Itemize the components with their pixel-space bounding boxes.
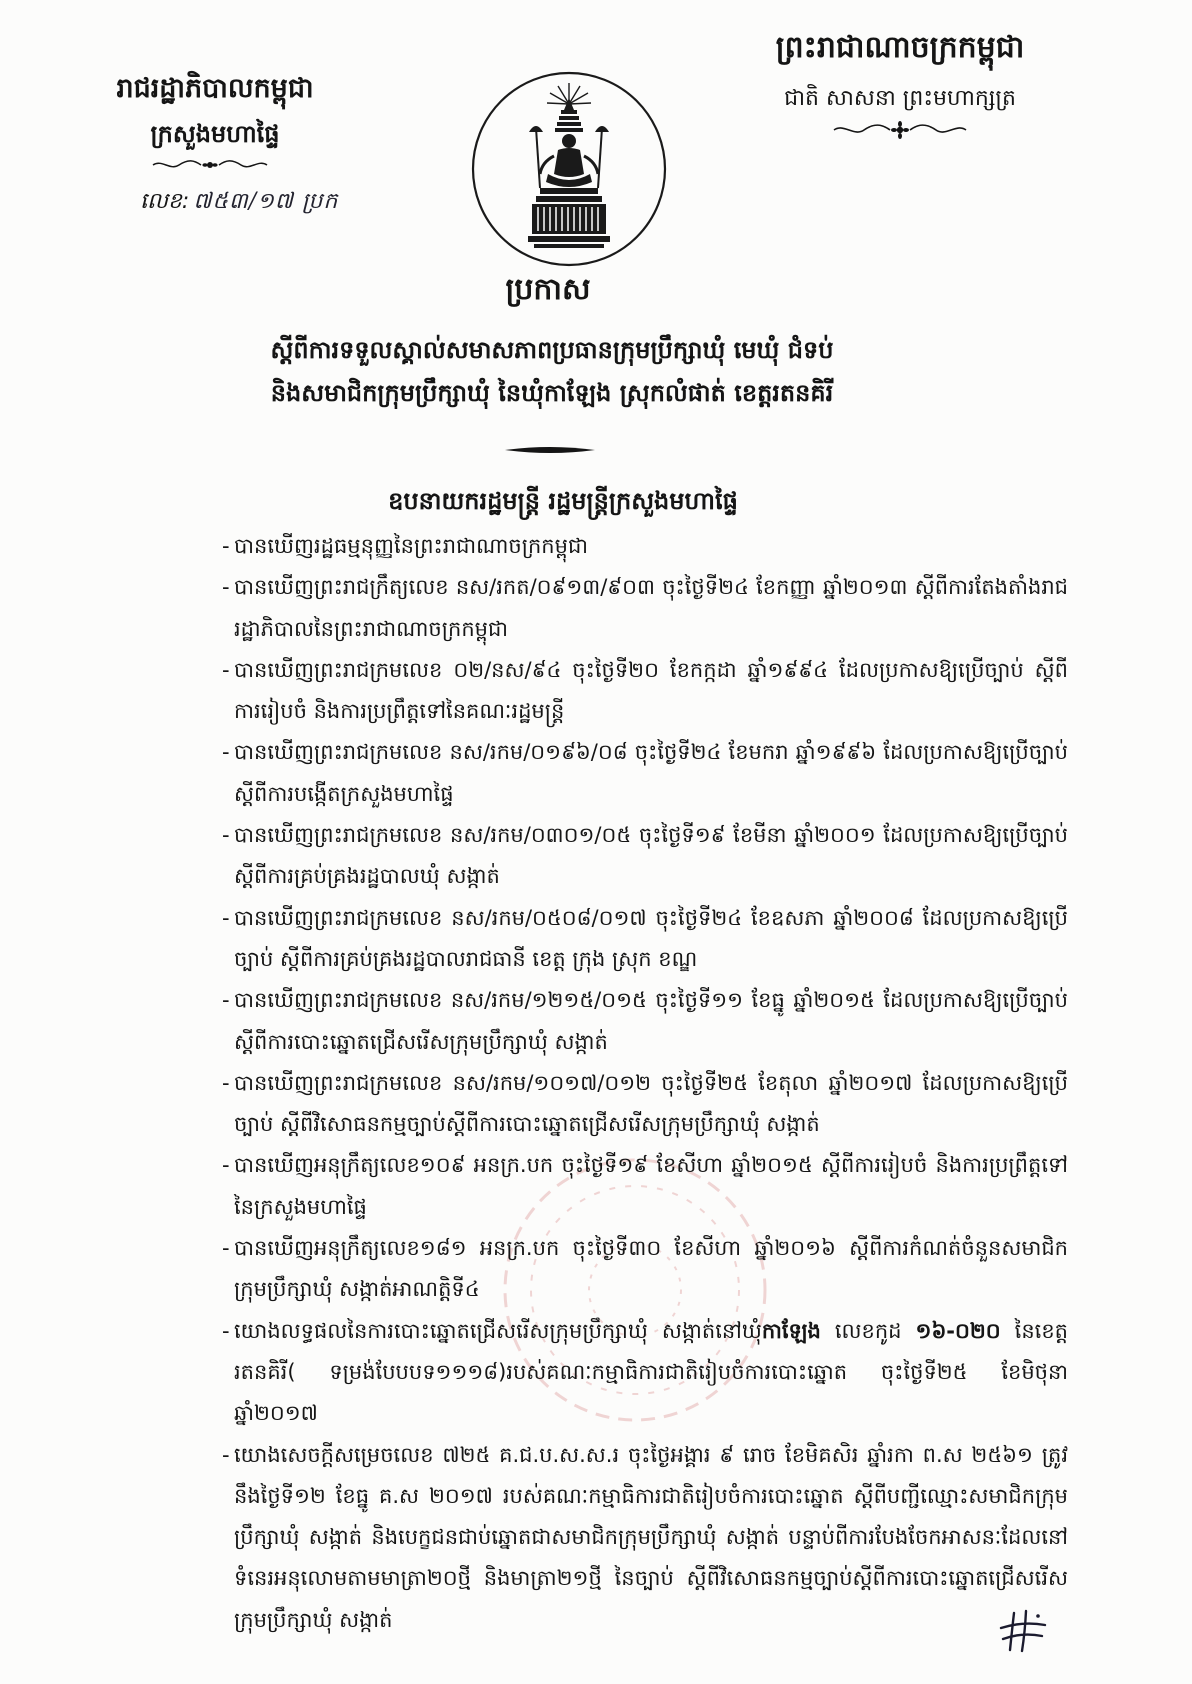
list-item	[222, 898, 1068, 981]
list-item	[222, 526, 1068, 567]
reference-number	[140, 184, 380, 220]
list-item	[222, 815, 1068, 898]
item-text: បានឃើញព្រះរាជក្រមលេខ នស/រកម/១២១៥/០១៥ ចុះថ្ងៃទី១១ ខែធ្នូ ឆ្នាំ២០១៥ ដែលប្រកាសឱ្យប្រើច្បាប់ ស្តីពីការបោះឆ្នោតជ្រើសរើសក្រុមប្រឹក្សាឃុំ សង្កាត់	[234, 988, 1068, 1054]
commune-name: កាឡែង	[761, 1318, 821, 1343]
item-text: បានឃើញរដ្ឋធម្មនុញ្ញនៃព្រះរាជាណាចក្រកម្ពុជា	[234, 534, 588, 558]
item-text: នៃខេត្តរតនគិរី( ទម្រង់បែបបទ១១១៨)របស់គណៈកម្មាធិការជាតិរៀបចំការបោះឆ្នោត ចុះថ្ងៃទី២៥ ខែមិថុនា ឆ្នាំ២០១៧	[234, 1318, 1069, 1426]
subject-line: និងសមាជិកក្រុមប្រឹក្សាឃុំ នៃឃុំកាឡែង ស្រុកលំផាត់ ខេត្តរតនគិរី	[270, 379, 834, 407]
bullet-dash: -	[222, 1236, 230, 1261]
list-item	[222, 1311, 1068, 1435]
bullet-dash: -	[222, 740, 230, 765]
reference-label: លេខ:	[140, 189, 190, 214]
bullet-dash: -	[222, 534, 230, 558]
flourish-ornament-icon	[830, 120, 970, 140]
list-item	[222, 1435, 1068, 1641]
ministry-heading: ក្រសួងមហាផ្ទៃ	[150, 120, 280, 148]
document-title: ប្រកាស	[505, 272, 591, 307]
national-motto: ជាតិ សាសនា ព្រះមហាក្សត្រ	[784, 86, 1016, 111]
item-text: បានឃើញព្រះរាជក្រមលេខ នស/រកម/០៥០៨/០១៧ ចុះថ្ងៃទី២៤ ខែឧសភា ឆ្នាំ២០០៨ ដែលប្រកាសឱ្យប្រើច្បាប់ ស្តីពីការគ្រប់គ្រងរដ្ឋបាលរាជធានី ខេត្ត ក្រុង ស្រុក ខណ្ឌ	[234, 905, 1068, 971]
royal-arms-emblem-icon	[470, 70, 668, 268]
lens-divider-icon	[505, 443, 595, 457]
item-text: បានឃើញព្រះរាជក្រមលេខ ០២/នស/៩៤ ចុះថ្ងៃទី២០ ខែកក្កដា ឆ្នាំ១៩៩៤ ដែលប្រកាសឱ្យប្រើច្បាប់ ស្តីពីការរៀបចំ និងការប្រព្រឹត្តទៅនៃគណៈរដ្ឋមន្ត្រី	[234, 657, 1068, 724]
bullet-dash: -	[222, 1153, 230, 1178]
bullet-dash: -	[222, 1442, 230, 1467]
flourish-ornament-icon	[150, 156, 270, 174]
item-text: បានឃើញព្រះរាជក្រមលេខ នស/រកម/០៣០១/០៥ ចុះថ្ងៃទី១៩ ខែមីនា ឆ្នាំ២០០១ ដែលប្រកាសឱ្យប្រើច្បាប់ ស្តីពីការគ្រប់គ្រងរដ្ឋបាលឃុំ សង្កាត់	[234, 823, 1068, 889]
item-text: បានឃើញអនុក្រឹត្យលេខ១០៩ អនក្រ.បក ចុះថ្ងៃទី១៩ ខែសីហា ឆ្នាំ២០១៥ ស្តីពីការរៀបចំ និងការប្រព្រឹត្តទៅនៃក្រសួងមហាផ្ទៃ	[234, 1153, 1068, 1219]
list-item	[222, 980, 1068, 1063]
item-text: យោងសេចក្តីសម្រេចលេខ ៧២៥ គ.ជ.ប.ស.ស.រ ចុះថ្ងៃអង្គារ ៩ រោច ខែមិគសិរ ឆ្នាំរកា ព.ស ២៥៦១ ត្រូវនឹងថ្ងៃទី១២ ខែធ្នូ គ.ស ២០១៧ របស់គណៈកម្មាធិការជាតិរៀបចំការបោះឆ្នោត ស្តីពីបញ្ជីឈ្មោះសមាជិកក្រុមប្រឹក្សាឃុំ សង្កាត់ និងបេក្ខជនជាប់ឆ្នោតជាសមាជិកក្រុមប្រឹក្សាឃុំ សង្កាត់ បន្ទាប់ពីការបែងចែកអាសនៈដែលនៅទំនេរអនុលោមតាមមាត្រា២០ថ្មី និងមាត្រា២១ថ្មី នៃច្បាប់ ស្តីពីវិសោធនកម្មច្បាប់ស្តីពីការបោះឆ្នោតជ្រើសរើសក្រុមប្រឹក្សាឃុំ សង្កាត់	[234, 1442, 1068, 1632]
handwritten-initials-icon	[998, 1608, 1048, 1654]
item-text: បានឃើញអនុក្រឹត្យលេខ១៨១ អនក្រ.បក ចុះថ្ងៃទី៣០ ខែសីហា ឆ្នាំ២០១៦ ស្តីពីការកំណត់ចំនួនសមាជិកក្រុមប្រឹក្សាឃុំ សង្កាត់អាណត្តិទី៤	[234, 1236, 1068, 1302]
kingdom-heading: ព្រះរាជាណាចក្រកម្ពុជា	[775, 30, 1025, 65]
subject-line: ស្តីពីការទទួលស្គាល់សមាសភាពប្រធានក្រុមប្រឹក្សាឃុំ មេឃុំ ជំទប់	[270, 336, 834, 364]
list-item	[222, 1228, 1068, 1311]
item-text: លេខកូដ	[820, 1318, 916, 1343]
item-text: បានឃើញព្រះរាជក្រមលេខ នស/រកម/០១៩៦/០៨ ចុះថ្ងៃទី២៤ ខែមករា ឆ្នាំ១៩៩៦ ដែលប្រកាសឱ្យប្រើច្បាប់ ស្តីពីការបង្កើតក្រសួងមហាផ្ទៃ	[234, 740, 1068, 806]
bullet-dash: -	[222, 1070, 230, 1095]
item-text: យោងលទ្ធផលនៃការបោះឆ្នោតជ្រើសរើសក្រុមប្រឹក្សាឃុំ សង្កាត់នៅឃុំ	[234, 1318, 762, 1343]
government-heading: រាជរដ្ឋាភិបាលកម្ពុជា	[116, 73, 314, 104]
commune-code: ១៦-០២០	[915, 1318, 1001, 1343]
item-text: បានឃើញព្រះរាជក្រឹត្យលេខ នស/រកត/០៩១៣/៩០៣ ចុះថ្ងៃទី២៤ ខែកញ្ញា ឆ្នាំ២០១៣ ស្តីពីការតែងតាំងរាជរដ្ឋាភិបាលនៃព្រះរាជាណាចក្រកម្ពុជា	[234, 575, 1068, 641]
item-text: បានឃើញព្រះរាជក្រមលេខ នស/រកម/១០១៧/០១២ ចុះថ្ងៃទី២៥ ខែតុលា ឆ្នាំ២០១៧ ដែលប្រកាសឱ្យប្រើច្បាប់ ស្តីពីវិសោធនកម្មច្បាប់ស្តីពីការបោះឆ្នោតជ្រើសរើសក្រុមប្រឹក្សាឃុំ សង្កាត់	[234, 1070, 1068, 1137]
list-item	[222, 1145, 1068, 1228]
bullet-dash: -	[222, 657, 230, 682]
bullet-dash: -	[222, 575, 230, 600]
bullet-dash: -	[222, 1318, 230, 1343]
list-item	[222, 650, 1068, 733]
issuer-heading: ឧបនាយករដ្ឋមន្ត្រី រដ្ឋមន្ត្រីក្រសួងមហាផ្ទៃ	[388, 487, 738, 515]
bullet-dash: -	[222, 988, 230, 1013]
bullet-dash: -	[222, 905, 230, 930]
bullet-dash: -	[222, 823, 230, 848]
list-item	[222, 567, 1068, 650]
list-item	[222, 732, 1068, 815]
considerations-list	[222, 526, 1068, 1641]
list-item	[222, 1063, 1068, 1146]
reference-number-handwritten: ៧៥៣/១៧ ប្រក	[193, 189, 339, 214]
